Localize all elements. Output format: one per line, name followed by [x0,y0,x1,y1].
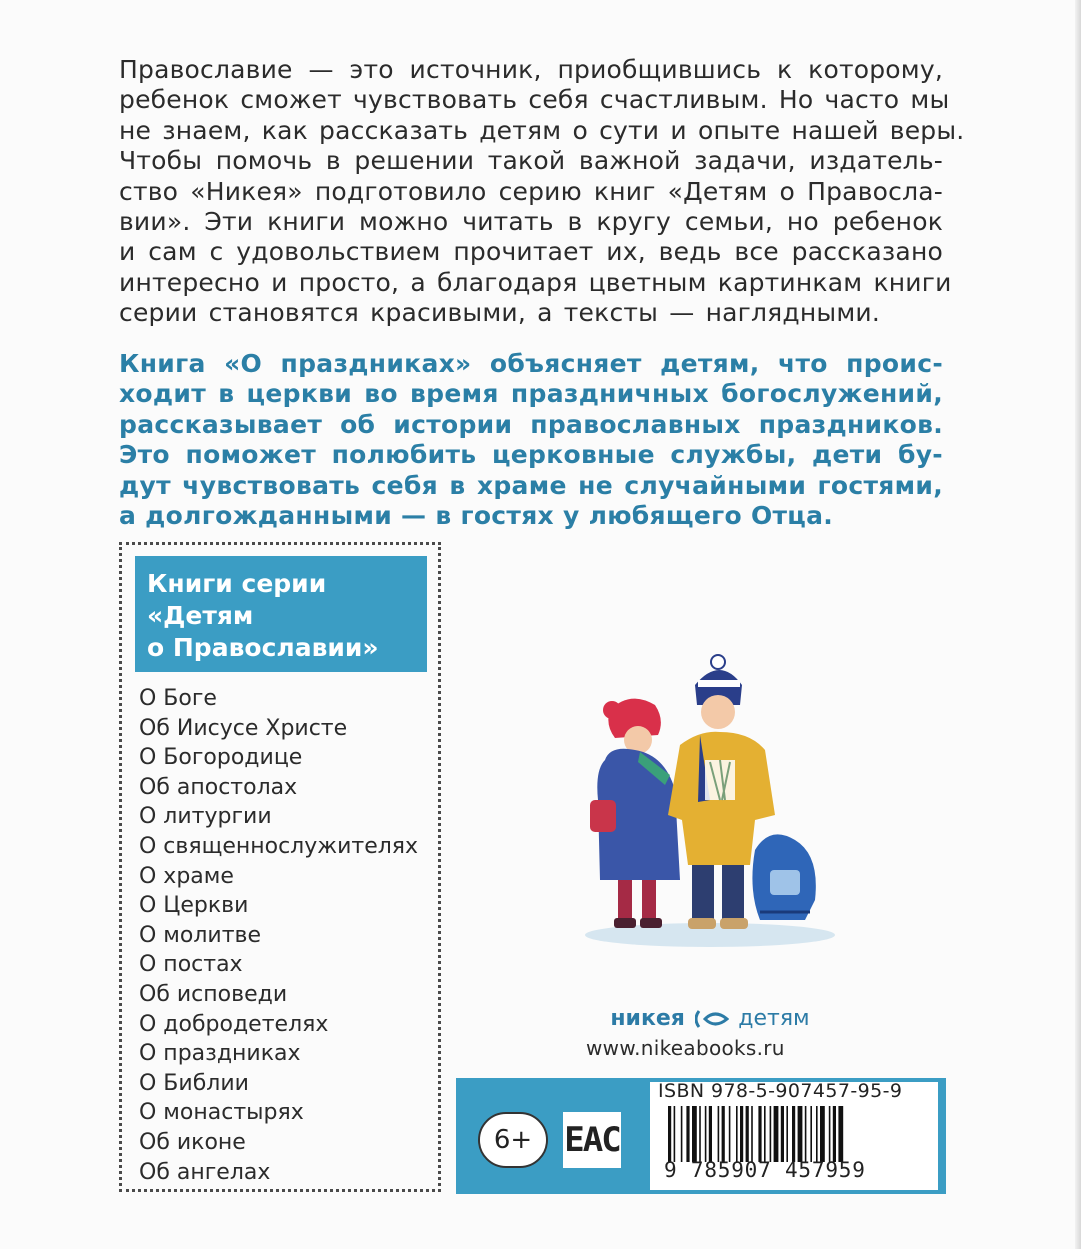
barcode [668,1106,930,1162]
book-title: Об апостолах [139,774,298,800]
series-title-banner [135,556,427,672]
publisher-logo [590,1006,830,1031]
book-title: О постах [139,952,243,978]
description-line: рассказывает об истории православных праздников. [119,409,943,439]
isbn-number: ISBN 978-5-907457-95-9 [658,1080,903,1102]
book-title: О монастырях [139,1100,304,1126]
description-line: Это поможет полюбить церковные службы, дети бу- [119,440,943,470]
description-line: Книга «О праздниках» объясняет детям, что проис- [119,349,943,378]
publisher-brand-suffix: детям [738,1006,810,1031]
book-title: Об Иисусе Христе [139,715,348,741]
publisher-website: www.nikeabooks.ru [586,1036,785,1060]
book-title: О храме [139,863,234,889]
eac-mark: EAC [563,1112,621,1168]
book-title: О Церкви [139,893,249,919]
intro-line: Православие — это источник, приобщившись к которому, [119,55,943,84]
backpack-figure [752,834,815,920]
book-title: О Библии [139,1070,249,1096]
book-title: О праздниках [139,1041,301,1067]
book-title: Об ангелах [139,1159,271,1185]
intro-line: ство «Никея» подготовило серию книг «Детям о Правосла- [119,176,943,206]
intro-line: ребенок сможет чувствовать себя счастливым. Но часто мы [119,85,950,115]
girl-figure [590,699,680,928]
barcode-digits: 9 785907 457959 [664,1158,866,1182]
intro-line: не знаем, как рассказать детям о сути и опыте нашей веры. [119,115,965,145]
series-title-line: Книги серии [147,569,327,598]
book-title: Об исповеди [139,981,288,1007]
series-title-line: о Православии» [147,633,379,662]
series-book-list [139,684,418,1187]
book-title: О Боге [139,686,217,711]
intro-line: вии». Эти книги можно читать в кругу семьи, но ребенок [119,207,943,237]
description-line: а долгожданными — в гостях у любящего Отца. [119,501,834,531]
publisher-mark-icon [695,1009,729,1029]
book-title: Об иконе [139,1129,246,1155]
intro-line: серии становятся красивыми, а тексты — наглядными. [119,298,881,328]
book-title: О Богородице [139,745,303,771]
age-rating-badge: 6+ [478,1112,548,1168]
book-description [119,349,943,531]
book-title: О молитве [139,922,262,948]
description-line: дут чувствовать себя в храме не случайными гостями, [119,470,943,500]
intro-paragraph [119,55,965,329]
intro-line: Чтобы помочь в решении такой важной задачи, издатель- [119,146,943,176]
series-title-line: «Детям [147,601,254,630]
description-line: ходит в церкви во время праздничных богослужений, [119,379,943,409]
book-title: О литургии [139,804,272,830]
isbn-block [650,1082,938,1190]
intro-line: интересно и просто, а благодаря цветным картинкам книги [119,267,952,297]
children-in-winter-illustration [570,650,840,950]
intro-line: и сам с удовольствием прочитает их, ведь все рассказано [119,237,943,267]
book-title: О добродетелях [139,1011,329,1037]
book-title: О священнослужителях [139,833,419,859]
publisher-brand: никея [610,1006,685,1031]
page-edge [1075,0,1081,1249]
